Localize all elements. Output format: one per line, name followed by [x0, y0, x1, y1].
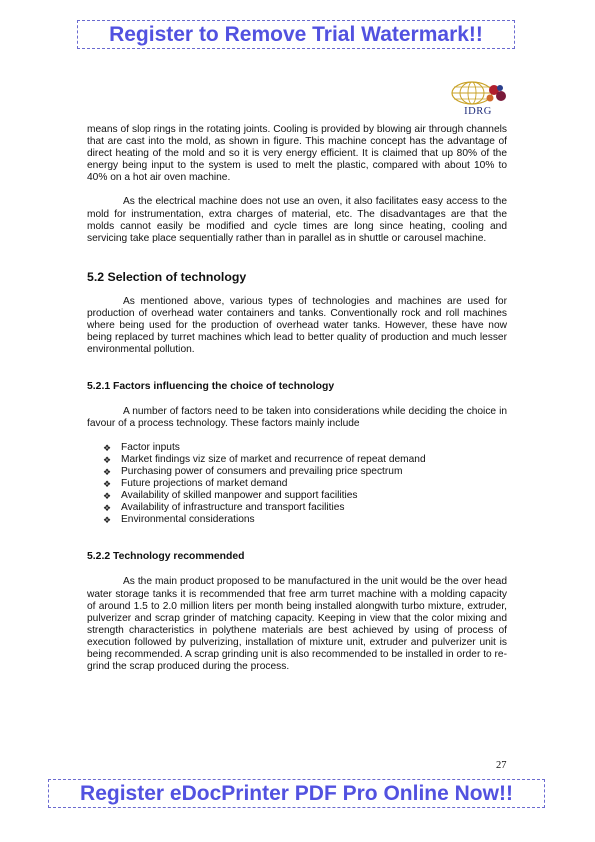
diamond-bullet-icon: ❖: [103, 454, 112, 465]
list-item: ❖ Availability of skilled manpower and support facilities: [103, 490, 358, 502]
list-item: ❖ Factor inputs: [103, 441, 180, 453]
list-item: ❖ Future projections of market demand: [103, 477, 288, 489]
paragraph: A number of factors need to be taken into considerations while deciding the choice in favour of a process technology. These factors mainly include: [87, 405, 507, 429]
paragraph: As the main product proposed to be manufactured in the unit would be the over head water storage tanks it is recommended that free arm turret machine with a molding capacity of around 1.5 to 2.0 million liters per month being installed alongwith turbo mixture, extruder, pulverizer and scrap grinder of matching capacity. Keeping in view that the color mixing and strength characteristics in polythene materials are best achieved by using of process of execution followed by pulverizing, installation of mixture unit, extruder and pulverizer unit is being recommended. A scrap grinding unit is also recommended to be installed in order to re-grind the scrap produced during the process.: [87, 576, 507, 673]
list-item: ❖ Availability of infrastructure and transport facilities: [103, 502, 345, 514]
diamond-bullet-icon: ❖: [103, 515, 112, 526]
document-body: [87, 124, 507, 673]
list-item: ❖ Environmental considerations: [103, 514, 255, 526]
paragraph: As the electrical machine does not use an oven, it also facilitates easy access to the mold for instrumentation, extra charges of material, etc. The disadvantages are that the molds cannot easily be modified and cycle times are long since heating, cooling and servicing take place sequentially rather than in parallel as in shuttle or carousel machine.: [87, 196, 507, 244]
diamond-bullet-icon: ❖: [103, 478, 112, 489]
diamond-bullet-icon: ❖: [103, 503, 112, 514]
subsection-heading: 5.2.1 Factors influencing the choice of technology: [87, 381, 335, 393]
list-item: ❖ Purchasing power of consumers and prevailing price spectrum: [103, 465, 403, 477]
watermark-top-banner: Register to Remove Trial Watermark!!: [77, 20, 515, 49]
section-heading: 5.2 Selection of technology: [87, 269, 247, 284]
list-item: ❖ Market findings viz size of market and recurrence of repeat demand: [103, 453, 426, 465]
diamond-bullet-icon: ❖: [103, 491, 112, 502]
globe-logo-icon: [444, 78, 512, 108]
subsection-heading: 5.2.2 Technology recommended: [87, 551, 245, 563]
logo-text: IDRG: [464, 106, 492, 117]
diamond-bullet-icon: ❖: [103, 466, 112, 477]
paragraph: means of slop rings in the rotating joints. Cooling is provided by blowing air through channels that are cast into the mold, as shown in figure. This machine concept has the advantage of direct heating of the mold and so it is very energy efficient. It is claimed that up 80% of the energy being input to the system is used to melt the plastic, compared with about 10% to 40% on a hot air oven machine.: [87, 124, 507, 184]
paragraph: As mentioned above, various types of technologies and machines are used for production of overhead water containers and tanks. Conventionally rock and roll machines where being used for the production of overhead water tanks. However, these have now being replaced by turret machines which lead to better quality of production and much lesser environmental pollution.: [87, 295, 507, 356]
idrg-logo: [444, 78, 512, 120]
factors-list: [87, 442, 507, 527]
diamond-bullet-icon: ❖: [103, 442, 112, 453]
watermark-bottom-banner: Register eDocPrinter PDF Pro Online Now!!: [48, 779, 545, 808]
page-number: 27: [496, 760, 507, 771]
